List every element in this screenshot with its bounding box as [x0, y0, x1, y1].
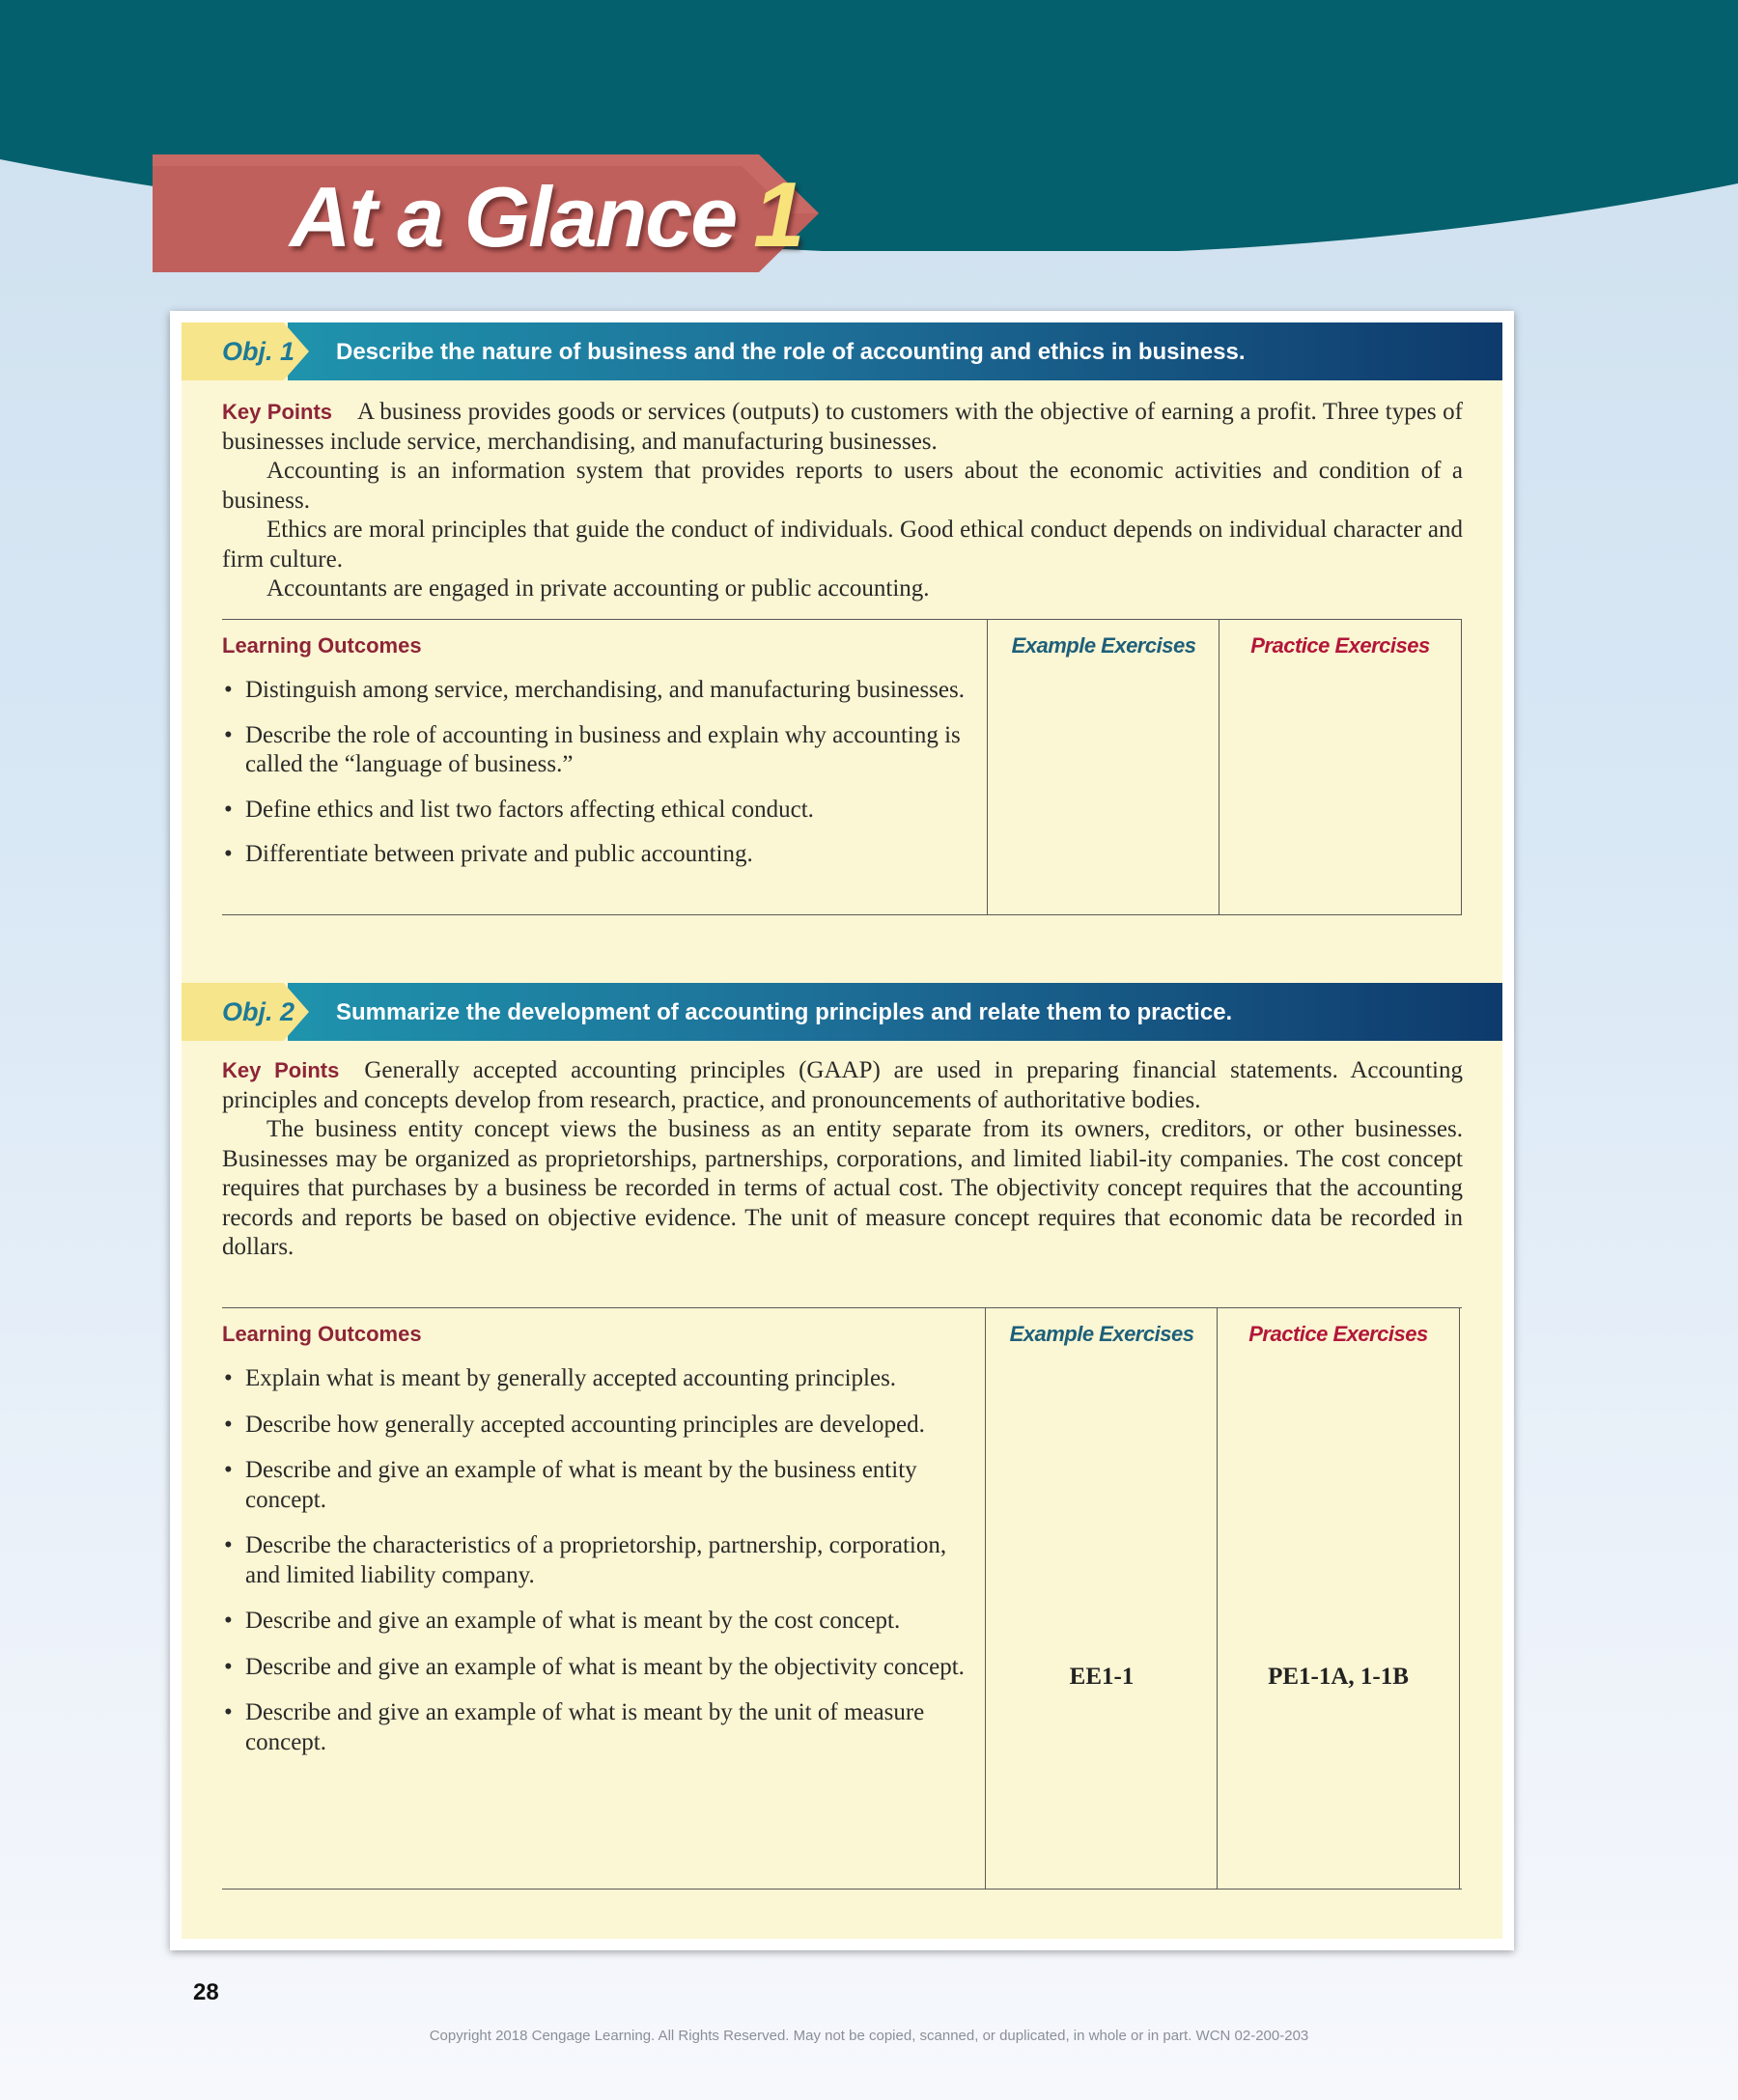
practice-exercises-heading: Practice Exercises	[1248, 1322, 1428, 1346]
example-exercises-heading: Example Exercises	[1009, 1322, 1194, 1346]
key-points-label: Key Points	[222, 1058, 340, 1082]
list-item: • Describe the characteristics of a proprietorship, partnership, corporation, and limited liability company.	[222, 1531, 975, 1590]
objective-tab-label: Obj. 2	[222, 997, 295, 1026]
example-exercises-heading: Example Exercises	[1011, 633, 1196, 658]
example-exercises-column	[985, 1308, 1218, 1889]
key-point-text: Ethics are moral principles that guide the conduct of individuals. Good ethical conduct depends on individual character and firm culture.	[222, 517, 1463, 573]
key-point-text: Accountants are engaged in private accounting or public accounting.	[266, 575, 930, 602]
objective-tab-label: Obj. 1	[222, 337, 295, 366]
objective-title: Summarize the development of accounting principles and relate them to practice.	[336, 999, 1233, 1025]
key-points	[222, 398, 1463, 604]
list-item: • Differentiate between private and public accounting.	[222, 840, 975, 870]
learning-outcomes-list	[222, 1364, 975, 1757]
at-a-glance-panel	[170, 311, 1514, 1950]
list-item: • Describe and give an example of what is meant by the objectivity concept.	[222, 1653, 975, 1683]
key-points-label: Key Points	[222, 400, 333, 424]
key-point-text: Accounting is an information system that provides reports to users about the economic activities and condition of a business.	[222, 458, 1463, 514]
chapter-title-text: At a Glance	[290, 169, 737, 265]
learning-outcomes-heading: Learning Outcomes	[222, 633, 422, 658]
practice-exercises-heading: Practice Exercises	[1250, 633, 1430, 658]
key-points	[222, 1056, 1463, 1263]
list-item: • Explain what is meant by generally accepted accounting principles.	[222, 1364, 975, 1394]
page-number: 28	[193, 1979, 219, 2005]
example-exercises-column	[987, 620, 1219, 914]
practice-exercises-column	[1217, 1308, 1460, 1889]
copyright-notice: Copyright 2018 Cengage Learning. All Rights Reserved. May not be copied, scanned, or duplicated, in whole or in part. WCN 02-200-203	[429, 2028, 1309, 2044]
panel-content	[182, 322, 1502, 1939]
list-item: • Describe and give an example of what is meant by the business entity concept.	[222, 1456, 975, 1515]
list-item: • Describe and give an example of what is meant by the unit of measure concept.	[222, 1698, 975, 1757]
learning-outcomes-list	[222, 676, 975, 870]
objective-1-header	[182, 322, 1502, 380]
practice-exercises-column	[1219, 620, 1462, 914]
objective-title: Describe the nature of business and the role of accounting and ethics in business.	[336, 339, 1246, 365]
key-point-text: Generally accepted accounting principles (GAAP) are used in preparing financial statements. Accounting principles and concepts develop from research, practice, and pronouncements of authoritative bodies.	[222, 1057, 1463, 1113]
list-item: • Describe and give an example of what is meant by the cost concept.	[222, 1607, 975, 1637]
learning-outcomes-heading: Learning Outcomes	[222, 1322, 422, 1346]
example-exercise-value: EE1-1	[1069, 1664, 1135, 1690]
key-point-text: A business provides goods or services (outputs) to customers with the objective of earning a profit. Three types of businesses include service, merchandising, and manufacturing businesses.	[222, 399, 1463, 455]
objective-2-header	[182, 983, 1502, 1041]
list-item: • Describe the role of accounting in business and explain why accounting is called the “language of business.”	[222, 721, 975, 780]
list-item: • Distinguish among service, merchandising, and manufacturing businesses.	[222, 676, 975, 706]
chapter-number: 1	[753, 163, 803, 266]
practice-exercise-value: PE1-1A, 1-1B	[1268, 1664, 1409, 1690]
list-item: • Define ethics and list two factors affecting ethical conduct.	[222, 796, 975, 826]
learning-outcomes-table	[222, 619, 1462, 915]
key-point-text: The business entity concept views the business as an entity separate from its owners, creditors, or other businesses. Businesses may be organized as proprietorships, partnerships, corporations, and limited liabil-ity companies. The cost concept requires that purchases by a business be recorded in terms of actual cost. The objectivity concept requires that the accounting records and reports be based on objective evidence. The unit of measure concept requires that economic data be recorded in dollars.	[222, 1116, 1463, 1260]
learning-outcomes-column	[222, 1308, 987, 1889]
chapter-title	[290, 162, 803, 268]
list-item: • Describe how generally accepted accounting principles are developed.	[222, 1411, 975, 1441]
learning-outcomes-column	[222, 620, 987, 914]
learning-outcomes-table	[222, 1307, 1462, 1890]
